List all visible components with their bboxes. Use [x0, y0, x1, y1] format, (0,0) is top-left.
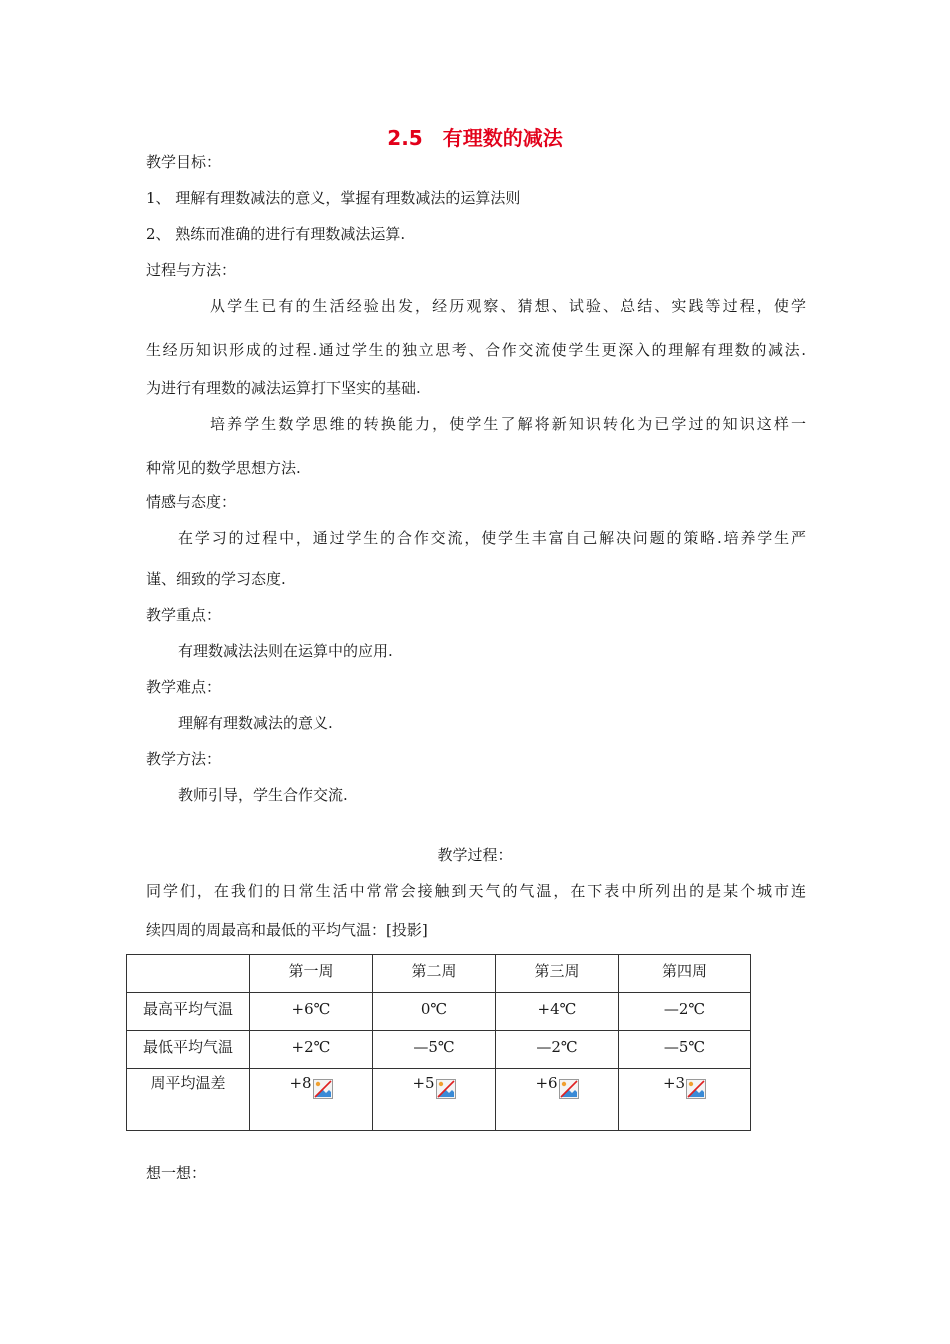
method-heading: 教学方法： [146, 750, 222, 768]
temperature-table [126, 954, 751, 1131]
table-cell [373, 1069, 496, 1131]
table-cell: —2℃ [496, 1031, 619, 1069]
key-point-text: 有理数减法法则在运算中的应用. [178, 642, 393, 660]
difficulty-text: 理解有理数减法的意义. [178, 714, 333, 732]
temp-diff-value: +6 [535, 1074, 558, 1092]
table-cell: 0℃ [373, 993, 496, 1031]
broken-image-icon [686, 1079, 706, 1099]
emotion-line-2: 谨、细致的学习态度. [146, 570, 286, 588]
temp-diff-value: +8 [289, 1074, 312, 1092]
table-cell: +6℃ [250, 993, 373, 1031]
goal-item-2: 2、 熟练而准确的进行有理数减法运算. [146, 225, 406, 243]
row-label: 周平均温差 [127, 1069, 250, 1131]
temp-diff-value: +3 [662, 1074, 686, 1092]
table-row [127, 1031, 751, 1069]
table-header-row [127, 955, 751, 993]
process-p2-line-1: 培养学生数学思维的转换能力，使学生了解将新知识转化为已学过的知识这样一 [210, 415, 806, 433]
method-text: 教师引导，学生合作交流. [178, 786, 348, 804]
process-p1-line-1: 从学生已有的生活经验出发，经历观察、猜想、试验、总结、实践等过程，使学 [210, 297, 806, 315]
teaching-process-heading: 教学过程： [437, 846, 513, 864]
process-p1-line-3: 为进行有理数的减法运算打下坚实的基础. [146, 379, 421, 397]
table-cell [619, 1069, 751, 1131]
intro-line-1: 同学们，在我们的日常生活中常常会接触到天气的气温，在下表中所列出的是某个城市连 [146, 882, 806, 900]
table-row [127, 993, 751, 1031]
broken-image-icon [313, 1079, 333, 1099]
temp-diff-value: +5 [412, 1074, 435, 1092]
table-cell [250, 1069, 373, 1131]
document-title: 2.5 有理数的减法 [387, 126, 563, 150]
broken-image-icon [436, 1079, 456, 1099]
table-header-cell: 第一周 [250, 955, 373, 993]
table-header-cell: 第四周 [619, 955, 751, 993]
table-cell: —2℃ [619, 993, 751, 1031]
broken-image-icon [559, 1079, 579, 1099]
process-p2-line-2: 种常见的数学思想方法. [146, 459, 301, 477]
key-point-heading: 教学重点： [146, 606, 222, 624]
row-label: 最低平均气温 [127, 1031, 250, 1069]
row-label: 最高平均气温 [127, 993, 250, 1031]
table-header-cell: 第三周 [496, 955, 619, 993]
goals-heading: 教学目标： [146, 153, 222, 171]
table-header-cell [127, 955, 250, 993]
think-heading: 想一想： [146, 1164, 207, 1182]
difficulty-heading: 教学难点： [146, 678, 222, 696]
emotion-line-1: 在学习的过程中，通过学生的合作交流，使学生丰富自己解决问题的策略.培养学生严 [178, 529, 806, 547]
table-cell: +4℃ [496, 993, 619, 1031]
goal-item-1: 1、 理解有理数减法的意义，掌握有理数减法的运算法则 [146, 189, 521, 207]
table-row [127, 1069, 751, 1131]
emotion-heading: 情感与态度： [146, 493, 237, 511]
process-p1-line-2: 生经历知识形成的过程.通过学生的独立思考、合作交流使学生更深入的理解有理数的减法. [146, 341, 806, 359]
table-cell: +2℃ [250, 1031, 373, 1069]
table-header-cell: 第二周 [373, 955, 496, 993]
intro-line-2: 续四周的周最高和最低的平均气温：[投影] [146, 921, 428, 939]
table-cell [496, 1069, 619, 1131]
table-cell: —5℃ [619, 1031, 751, 1069]
table-cell: —5℃ [373, 1031, 496, 1069]
process-method-heading: 过程与方法： [146, 261, 237, 279]
